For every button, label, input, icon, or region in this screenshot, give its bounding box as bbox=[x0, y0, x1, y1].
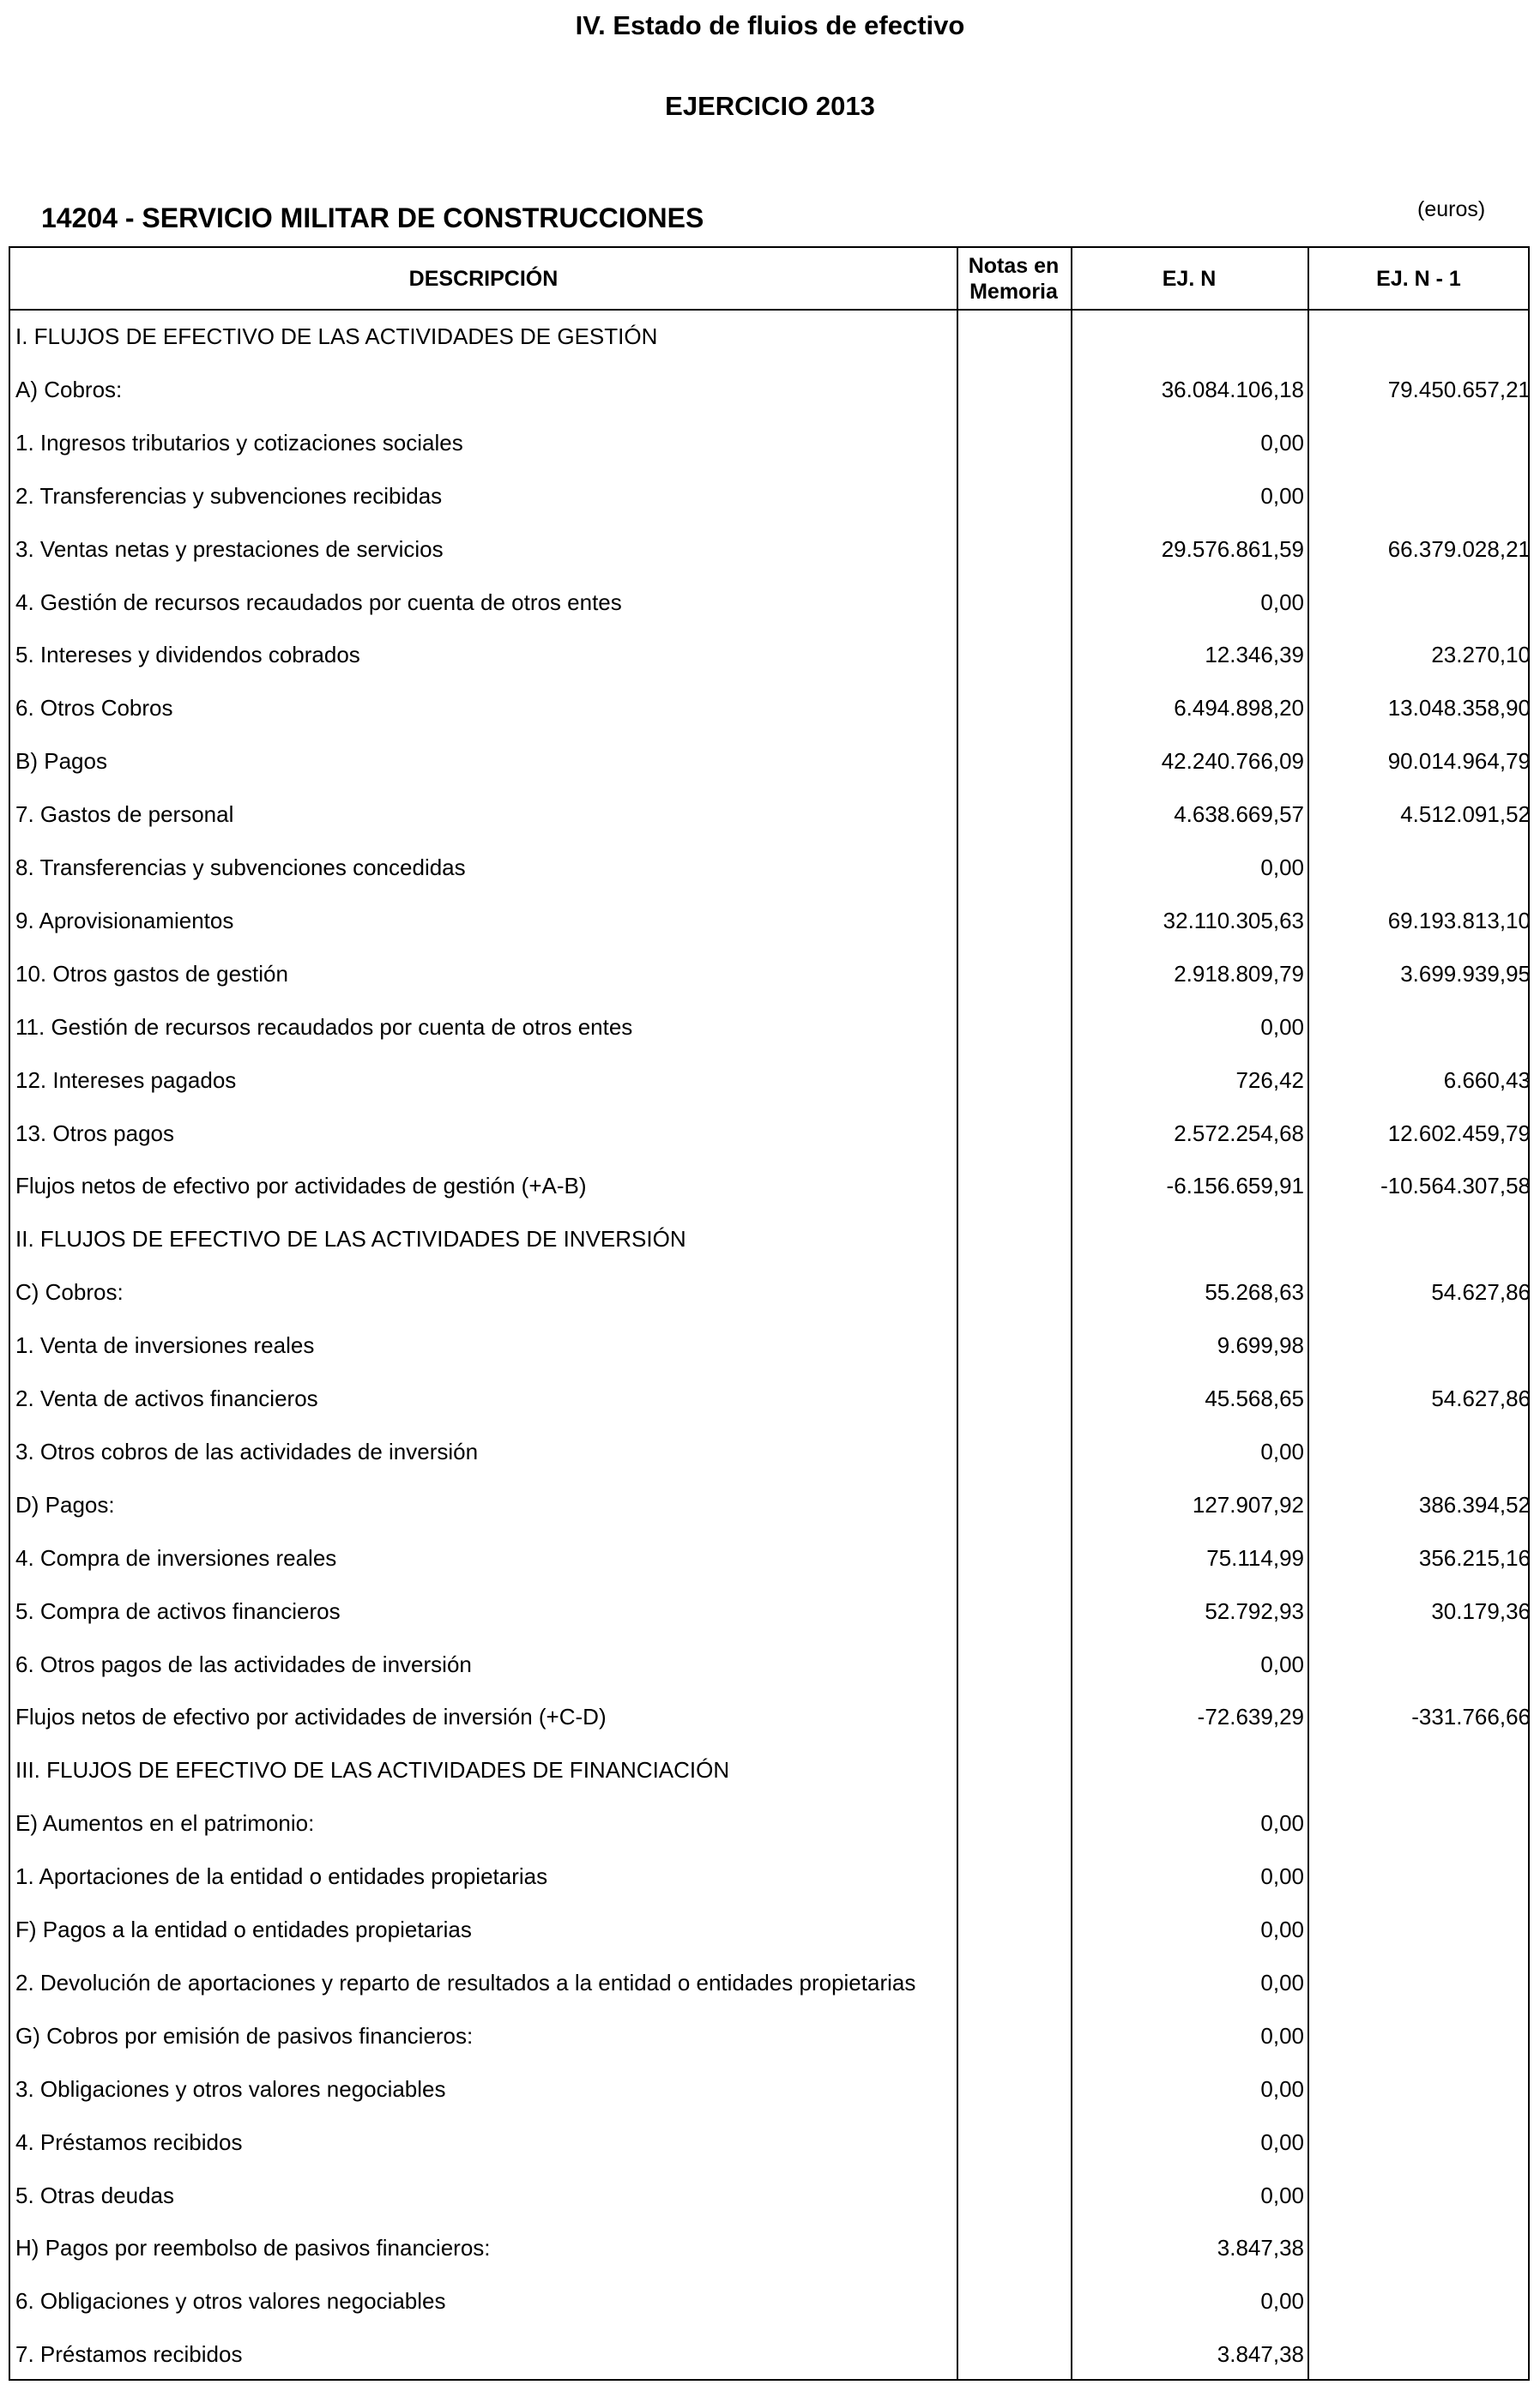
table-row bbox=[10, 576, 1528, 629]
row-value-current: 0,00 bbox=[1260, 589, 1304, 615]
table-row bbox=[10, 1796, 1528, 1850]
row-value-previous bbox=[1307, 1903, 1531, 1956]
table-row bbox=[10, 2169, 1528, 2222]
row-description: 2. Devolución de aportaciones y reparto de resultados a la entidad o entidades propietarias bbox=[15, 1969, 916, 1996]
table-row bbox=[10, 1212, 1528, 1265]
row-value-current: 32.110.305,63 bbox=[1163, 907, 1304, 933]
column-header-description: DESCRIPCIÓN bbox=[408, 266, 559, 291]
row-value-previous: 90.014.964,79 bbox=[1387, 748, 1531, 775]
row-value-current: 0,00 bbox=[1260, 1863, 1304, 1890]
row-value-previous: 12.602.459,79 bbox=[1387, 1120, 1531, 1146]
row-value-current: 2.918.809,79 bbox=[1174, 960, 1304, 987]
row-value-current: 0,00 bbox=[1260, 1438, 1304, 1464]
table-row bbox=[10, 363, 1531, 416]
row-value-current bbox=[1071, 310, 1304, 363]
row-value-previous bbox=[1307, 1796, 1531, 1850]
table-row bbox=[10, 1850, 1528, 1903]
row-description: 2. Transferencias y subvenciones recibidas bbox=[15, 482, 443, 509]
table-row bbox=[10, 2274, 1528, 2328]
table-row bbox=[10, 1425, 1528, 1478]
row-description: 4. Préstamos recibidos bbox=[15, 2128, 243, 2155]
table-row bbox=[10, 681, 1531, 734]
row-value-previous bbox=[1307, 576, 1531, 629]
row-description: 9. Aprovisionamientos bbox=[15, 907, 234, 933]
column-header-previous-year: EJ. N - 1 bbox=[1376, 266, 1461, 291]
row-description: A) Cobros: bbox=[15, 376, 123, 402]
row-description: C) Cobros: bbox=[15, 1279, 124, 1306]
row-value-current: 0,00 bbox=[1260, 1917, 1304, 1942]
row-value-current: 6.494.898,20 bbox=[1174, 695, 1304, 722]
row-value-previous: -331.766,66 bbox=[1411, 1704, 1531, 1730]
row-value-previous bbox=[1307, 841, 1531, 894]
row-value-current: 2.572.254,68 bbox=[1174, 1120, 1304, 1146]
row-description: 4. Compra de inversiones reales bbox=[15, 1544, 337, 1571]
row-value-previous: 79.450.657,21 bbox=[1387, 376, 1531, 402]
table-row bbox=[10, 1638, 1528, 1691]
table-row bbox=[10, 894, 1531, 947]
row-value-current: 52.792,93 bbox=[1205, 1597, 1304, 1624]
table-row bbox=[10, 1000, 1528, 1054]
table-row bbox=[10, 1743, 1528, 1796]
row-value-previous: 386.394,52 bbox=[1418, 1491, 1531, 1518]
table-row bbox=[10, 2328, 1528, 2381]
row-description: E) Aumentos en el patrimonio: bbox=[15, 1810, 315, 1837]
row-description: 6. Otros Cobros bbox=[15, 695, 173, 722]
row-description: 7. Gastos de personal bbox=[15, 801, 234, 828]
row-value-previous bbox=[1307, 2221, 1531, 2274]
table-row bbox=[10, 2062, 1528, 2116]
row-description: Flujos netos de efectivo por actividades de gestión (+A-B) bbox=[15, 1173, 587, 1199]
row-value-previous: 30.179,36 bbox=[1431, 1597, 1531, 1624]
column-header-notes-line1: Notas en bbox=[968, 253, 1060, 278]
column-header-current-year: EJ. N bbox=[1162, 266, 1217, 291]
row-value-previous bbox=[1307, 2116, 1531, 2169]
row-value-current: 45.568,65 bbox=[1205, 1386, 1304, 1411]
table-row bbox=[10, 2009, 1528, 2062]
row-description: 1. Ingresos tributarios y cotizaciones sociales bbox=[15, 429, 463, 456]
row-value-current: 0,00 bbox=[1260, 1651, 1304, 1677]
row-value-current bbox=[1071, 1212, 1304, 1265]
column-header-notes bbox=[957, 248, 1071, 309]
row-value-current: 0,00 bbox=[1260, 1810, 1304, 1837]
row-value-current: 0,00 bbox=[1260, 2288, 1304, 2315]
table-row bbox=[10, 1054, 1531, 1107]
row-value-current: 3.847,38 bbox=[1217, 2341, 1304, 2368]
row-value-current: -6.156.659,91 bbox=[1166, 1173, 1304, 1199]
row-value-current: 0,00 bbox=[1260, 854, 1304, 880]
row-description: 3. Ventas netas y prestaciones de servicios bbox=[15, 535, 444, 562]
table-row bbox=[10, 1690, 1531, 1743]
table-row bbox=[10, 1159, 1531, 1212]
table-row bbox=[10, 310, 1528, 363]
table-row bbox=[10, 416, 1528, 469]
row-value-current: 29.576.861,59 bbox=[1161, 535, 1304, 562]
row-value-current: 0,00 bbox=[1260, 2182, 1304, 2208]
row-description: 2. Venta de activos financieros bbox=[15, 1386, 318, 1411]
row-value-previous bbox=[1307, 2328, 1531, 2381]
table-row bbox=[10, 469, 1528, 522]
row-value-current: 0,00 bbox=[1260, 1969, 1304, 1996]
table-row bbox=[10, 522, 1531, 576]
row-description: 1. Aportaciones de la entidad o entidades propietarias bbox=[15, 1863, 548, 1890]
row-value-previous bbox=[1307, 310, 1531, 363]
row-value-current: 0,00 bbox=[1260, 2075, 1304, 2102]
row-value-current: 55.268,63 bbox=[1205, 1279, 1304, 1306]
table-row bbox=[10, 841, 1528, 894]
table-row bbox=[10, 2221, 1528, 2274]
row-description: 13. Otros pagos bbox=[15, 1120, 174, 1146]
row-value-previous: 3.699.939,95 bbox=[1400, 960, 1531, 987]
table-row bbox=[10, 1478, 1531, 1531]
row-value-current bbox=[1071, 1743, 1304, 1796]
row-value-current: 3.847,38 bbox=[1217, 2235, 1304, 2261]
row-value-current: 0,00 bbox=[1260, 2022, 1304, 2049]
row-value-current: 12.346,39 bbox=[1205, 642, 1304, 668]
row-description: 11. Gestión de recursos recaudados por cuenta de otros entes bbox=[15, 1013, 633, 1040]
row-value-previous: 13.048.358,90 bbox=[1387, 695, 1531, 722]
row-value-previous bbox=[1307, 2062, 1531, 2116]
row-description: 4. Gestión de recursos recaudados por cuenta de otros entes bbox=[15, 589, 622, 615]
table-row bbox=[10, 734, 1531, 788]
row-description: I. FLUJOS DE EFECTIVO DE LAS ACTIVIDADES DE GESTIÓN bbox=[15, 323, 658, 349]
table-row bbox=[10, 628, 1531, 681]
row-description: 5. Intereses y dividendos cobrados bbox=[15, 642, 360, 668]
row-value-current: -72.639,29 bbox=[1197, 1704, 1304, 1730]
row-value-current: 9.699,98 bbox=[1217, 1332, 1304, 1359]
row-value-previous bbox=[1307, 469, 1531, 522]
row-value-previous: 54.627,86 bbox=[1431, 1386, 1531, 1411]
row-value-current: 4.638.669,57 bbox=[1174, 801, 1304, 828]
table-row bbox=[10, 1531, 1531, 1585]
row-value-current: 726,42 bbox=[1235, 1066, 1304, 1093]
row-value-current: 75.114,99 bbox=[1206, 1544, 1304, 1571]
table-row bbox=[10, 1319, 1528, 1372]
row-value-previous bbox=[1307, 1743, 1531, 1796]
row-value-previous bbox=[1307, 1212, 1531, 1265]
row-value-previous: 6.660,43 bbox=[1443, 1066, 1531, 1093]
currency-units: (euros) bbox=[1417, 197, 1486, 221]
row-value-current: 0,00 bbox=[1260, 2128, 1304, 2155]
row-value-previous: 4.512.091,52 bbox=[1400, 801, 1531, 828]
table-row bbox=[10, 788, 1531, 841]
row-value-previous: 356.215,16 bbox=[1418, 1544, 1531, 1571]
row-description: 7. Préstamos recibidos bbox=[15, 2341, 243, 2368]
row-description: 3. Otros cobros de las actividades de inversión bbox=[15, 1438, 479, 1464]
row-value-current: 0,00 bbox=[1260, 429, 1304, 456]
table-row bbox=[10, 2116, 1528, 2169]
row-value-current: 0,00 bbox=[1260, 482, 1304, 509]
row-description: F) Pagos a la entidad o entidades propietarias bbox=[15, 1917, 472, 1942]
row-description: III. FLUJOS DE EFECTIVO DE LAS ACTIVIDADES DE FINANCIACIÓN bbox=[15, 1757, 730, 1784]
row-value-previous: 23.270,10 bbox=[1431, 642, 1531, 668]
row-value-previous bbox=[1307, 2169, 1531, 2222]
row-description: 5. Compra de activos financieros bbox=[15, 1597, 341, 1624]
cash-flow-table bbox=[9, 246, 1530, 2381]
row-description: 3. Obligaciones y otros valores negociables bbox=[15, 2075, 446, 2102]
row-description: 5. Otras deudas bbox=[15, 2182, 174, 2208]
row-value-previous bbox=[1307, 1425, 1531, 1478]
row-value-current: 42.240.766,09 bbox=[1161, 748, 1304, 775]
table-row bbox=[10, 1265, 1531, 1319]
row-description: 12. Intereses pagados bbox=[15, 1066, 237, 1093]
table-row bbox=[10, 1585, 1531, 1638]
row-value-previous bbox=[1307, 1956, 1531, 2009]
row-description: 6. Obligaciones y otros valores negociables bbox=[15, 2288, 446, 2315]
row-description: 6. Otros pagos de las actividades de inversión bbox=[15, 1651, 472, 1677]
row-value-previous: 69.193.813,10 bbox=[1387, 907, 1531, 933]
column-header-notes-line2: Memoria bbox=[969, 279, 1058, 304]
row-value-current: 127.907,92 bbox=[1192, 1491, 1304, 1518]
row-value-previous bbox=[1307, 1850, 1531, 1903]
table-row bbox=[10, 947, 1531, 1000]
row-description: Flujos netos de efectivo por actividades de inversión (+C-D) bbox=[15, 1704, 607, 1730]
table-row bbox=[10, 1107, 1531, 1160]
row-description: H) Pagos por reembolso de pasivos financieros: bbox=[15, 2235, 491, 2261]
row-value-previous: 66.379.028,21 bbox=[1387, 535, 1531, 562]
row-description: 10. Otros gastos de gestión bbox=[15, 960, 288, 987]
row-value-previous bbox=[1307, 1638, 1531, 1691]
row-description: D) Pagos: bbox=[15, 1491, 115, 1518]
fiscal-year-heading: EJERCICIO 2013 bbox=[665, 91, 875, 121]
row-value-current: 36.084.106,18 bbox=[1161, 376, 1304, 402]
row-value-previous bbox=[1307, 2274, 1531, 2328]
row-description: 1. Venta de inversiones reales bbox=[15, 1332, 315, 1359]
row-description: 8. Transferencias y subvenciones concedidas bbox=[15, 854, 466, 880]
table-row bbox=[10, 1372, 1531, 1425]
table-row bbox=[10, 1903, 1528, 1956]
row-value-previous bbox=[1307, 1000, 1531, 1054]
row-value-previous bbox=[1307, 1319, 1531, 1372]
row-value-previous bbox=[1307, 2009, 1531, 2062]
table-row bbox=[10, 1956, 1528, 2009]
entity-heading: 14204 - SERVICIO MILITAR DE CONSTRUCCIONES bbox=[41, 202, 704, 233]
row-description: G) Cobros por emisión de pasivos financieros: bbox=[15, 2022, 474, 2049]
document-title: IV. Estado de fluios de efectivo bbox=[575, 10, 965, 40]
row-value-current: 0,00 bbox=[1260, 1013, 1304, 1040]
row-value-previous: -10.564.307,58 bbox=[1380, 1173, 1531, 1199]
row-description: B) Pagos bbox=[15, 748, 107, 775]
row-description: II. FLUJOS DE EFECTIVO DE LAS ACTIVIDADES DE INVERSIÓN bbox=[15, 1226, 686, 1253]
row-value-previous: 54.627,86 bbox=[1431, 1279, 1531, 1306]
row-value-previous bbox=[1307, 416, 1531, 469]
